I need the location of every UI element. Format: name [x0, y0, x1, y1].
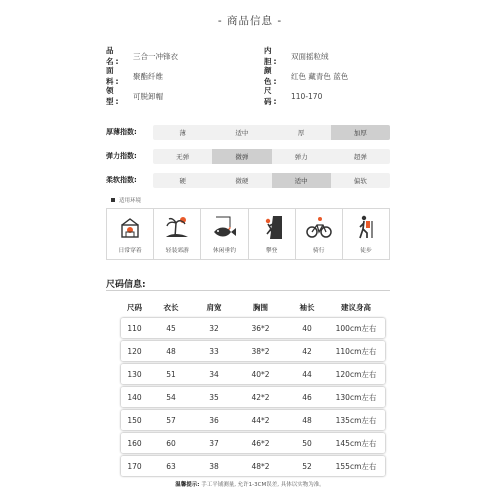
- scene-item: [296, 209, 343, 259]
- scale-option: 硬: [179, 176, 186, 185]
- column-header: 衣长: [163, 302, 179, 312]
- scale-track: [153, 149, 390, 164]
- column-header: 肩宽: [206, 302, 222, 312]
- attribute-key: 颜 色:: [264, 66, 279, 86]
- attribute-value: 聚酯纤维: [133, 71, 163, 81]
- attribute-key: 内 胆:: [264, 46, 279, 66]
- attribute-row: [106, 46, 416, 70]
- measurement-note: [0, 480, 500, 488]
- daily-wear-icon: [116, 213, 144, 241]
- scene-heading: [111, 196, 141, 204]
- scale-label: 厚薄指数:: [106, 128, 137, 136]
- table-cell: 135cm左右: [335, 415, 377, 425]
- elasticity-scale: [106, 144, 394, 168]
- attribute-value: 可脱卸帽: [133, 91, 163, 101]
- table-cell: 44*2: [251, 415, 270, 425]
- scale-option: 微弹: [212, 149, 271, 164]
- table-cell: 170: [127, 461, 142, 471]
- scene-label: 骑行: [312, 248, 325, 254]
- table-cell: 130: [127, 369, 142, 379]
- fishing-icon: [210, 213, 238, 241]
- scene-item: [249, 209, 296, 259]
- thickness-scale: [106, 120, 394, 144]
- attribute-row: [106, 86, 416, 110]
- hiking-icon: [352, 213, 380, 241]
- scale-option: 适中: [235, 128, 249, 137]
- table-cell: 63: [166, 461, 176, 471]
- attribute-item: [264, 86, 323, 106]
- attribute-key: 尺 码:: [264, 86, 279, 106]
- table-cell: 51: [166, 369, 176, 379]
- cycling-icon: [305, 213, 333, 241]
- scene-item: [107, 209, 154, 259]
- table-row: [121, 456, 385, 476]
- scale-option: 超弹: [353, 152, 367, 161]
- size-table: [121, 299, 385, 476]
- table-cell: 42*2: [251, 392, 270, 402]
- note-label: 温馨提示:: [175, 482, 200, 488]
- table-cell: 32: [209, 323, 219, 333]
- attribute-item: [106, 66, 163, 86]
- scene-item: [201, 209, 248, 259]
- table-cell: 46*2: [251, 438, 270, 448]
- attribute-value: 110-170: [291, 91, 323, 101]
- size-chart-title: 尺码信息:: [106, 280, 146, 290]
- scale-label: 柔软指数:: [106, 176, 137, 184]
- table-cell: 44: [302, 369, 312, 379]
- scale-option: 偏软: [353, 176, 367, 185]
- scene-label: 攀登: [265, 248, 278, 254]
- table-cell: 54: [166, 392, 176, 402]
- table-cell: 40: [302, 323, 312, 333]
- scale-option: 厚: [297, 128, 305, 137]
- scale-option: 微硬: [235, 176, 249, 185]
- table-row: [121, 433, 385, 453]
- table-cell: 38: [209, 461, 219, 471]
- scale-option: 加厚: [331, 125, 390, 140]
- table-cell: 34: [209, 369, 219, 379]
- table-cell: 52: [302, 461, 312, 471]
- attribute-item: [264, 46, 329, 66]
- attribute-key: 领 型:: [106, 86, 121, 106]
- note-text: 手工平铺测量, 允许1-3CM误差, 具体以实物为准。: [201, 482, 325, 488]
- attribute-item: [264, 66, 349, 86]
- scale-option: 无弹: [176, 152, 190, 161]
- scene-heading-text: 适用环境: [119, 198, 142, 204]
- table-cell: 38*2: [251, 346, 270, 356]
- table-cell: 48: [302, 415, 312, 425]
- attribute-value: 红色 藏青色 蓝色: [291, 71, 349, 81]
- table-cell: 36*2: [251, 323, 270, 333]
- table-cell: 130cm左右: [335, 392, 377, 402]
- softness-scale: [106, 168, 394, 192]
- beach-palm-icon: [163, 213, 191, 241]
- table-row: [121, 318, 385, 338]
- table-cell: 140: [127, 392, 142, 402]
- table-cell: 100cm左右: [335, 323, 377, 333]
- table-cell: 33: [209, 346, 219, 356]
- scene-item: [343, 209, 389, 259]
- table-cell: 40*2: [251, 369, 270, 379]
- page-title: - 商品信息 -: [217, 15, 283, 27]
- scene-label: 轻装郊游: [165, 248, 189, 254]
- table-row: [121, 410, 385, 430]
- table-cell: 57: [166, 415, 176, 425]
- table-row: [121, 364, 385, 384]
- table-cell: 150: [127, 415, 142, 425]
- column-header: 建议身高: [341, 302, 371, 312]
- scene-label: 休闲垂钓: [212, 248, 237, 254]
- table-cell: 160: [127, 438, 142, 448]
- index-scales: [106, 120, 394, 192]
- scene-label: 徒步: [360, 248, 372, 254]
- scale-option: 薄: [179, 128, 186, 137]
- table-cell: 37: [209, 438, 219, 448]
- table-header: [121, 299, 385, 315]
- scale-option: 适中: [272, 173, 331, 188]
- scale-track: [153, 173, 390, 188]
- attribute-value: 三合一冲锋衣: [133, 51, 178, 61]
- table-cell: 110: [127, 323, 142, 333]
- scene-label: 日常穿着: [118, 248, 142, 254]
- attribute-key: 面 料:: [106, 66, 121, 86]
- table-cell: 50: [302, 438, 312, 448]
- bullet-square-icon: [111, 198, 115, 202]
- table-row: [121, 341, 385, 361]
- table-cell: 110cm左右: [335, 346, 377, 356]
- column-header: 袖长: [299, 302, 315, 312]
- table-cell: 36: [209, 415, 219, 425]
- table-cell: 46: [302, 392, 312, 402]
- table-cell: 60: [166, 438, 176, 448]
- table-cell: 120cm左右: [335, 369, 377, 379]
- table-cell: 42: [302, 346, 312, 356]
- scale-label: 弹力指数:: [106, 152, 137, 160]
- scale-track: [153, 125, 390, 140]
- column-header: 胸围: [253, 302, 268, 312]
- climbing-icon: [258, 213, 286, 241]
- table-cell: 48*2: [251, 461, 270, 471]
- attribute-item: [106, 46, 178, 66]
- divider: [106, 290, 390, 291]
- attribute-list: [106, 46, 416, 110]
- table-cell: 145cm左右: [335, 438, 377, 448]
- scene-item: [154, 209, 201, 259]
- table-cell: 155cm左右: [335, 461, 377, 471]
- table-cell: 120: [127, 346, 142, 356]
- attribute-item: [106, 86, 163, 106]
- table-row: [121, 387, 385, 407]
- scene-grid: [106, 208, 390, 260]
- table-cell: 35: [209, 392, 219, 402]
- attribute-row: [106, 66, 416, 90]
- attribute-value: 双面摇粒绒: [291, 51, 329, 61]
- table-cell: 48: [166, 346, 176, 356]
- column-header: 尺码: [127, 302, 142, 312]
- scale-option: 弹力: [294, 152, 308, 161]
- attribute-key: 品 名:: [106, 46, 121, 66]
- table-cell: 45: [166, 323, 176, 333]
